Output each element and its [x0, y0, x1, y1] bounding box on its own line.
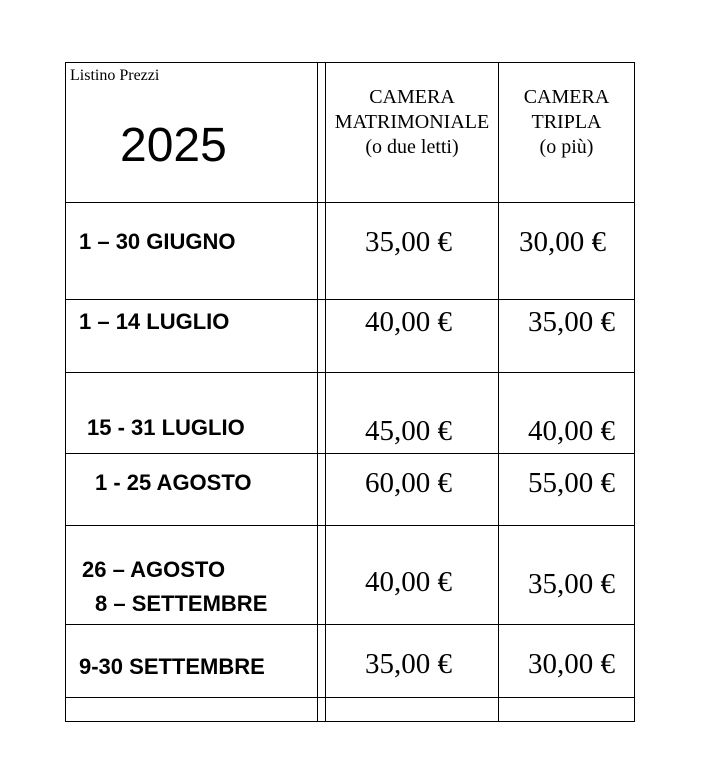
price-double: 35,00 €: [365, 226, 452, 258]
header-line: TRIPLA: [531, 111, 602, 133]
table-rule: [325, 62, 326, 722]
table-rule: [498, 62, 499, 722]
table-rule: [317, 62, 318, 722]
price-triple: 30,00 €: [519, 226, 606, 258]
period-label: 8 – SETTEMBRE: [95, 591, 268, 616]
period-label: 9-30 SETTEMBRE: [79, 654, 265, 679]
caption: Listino Prezzi: [70, 67, 160, 84]
price-triple: 55,00 €: [528, 467, 615, 499]
table-rule: [65, 202, 635, 203]
header-double-room: [326, 85, 498, 160]
price-double: 45,00 €: [365, 415, 452, 447]
table-rule: [65, 624, 635, 625]
table-rule: [65, 62, 66, 722]
price-triple: 30,00 €: [528, 648, 615, 680]
table-rule: [65, 372, 635, 373]
period-label: 26 – AGOSTO: [82, 557, 226, 582]
period-label: 1 – 14 LUGLIO: [79, 309, 230, 334]
header-line: MATRIMONIALE: [334, 111, 490, 133]
price-double: 40,00 €: [365, 306, 452, 338]
header-line: CAMERA: [369, 86, 455, 108]
price-double: 35,00 €: [365, 648, 452, 680]
price-double: 40,00 €: [365, 566, 452, 598]
table-rule: [65, 721, 635, 722]
year: 2025: [120, 119, 227, 172]
price-double: 60,00 €: [365, 467, 452, 499]
period-label: 15 - 31 LUGLIO: [87, 415, 245, 440]
header-line: CAMERA: [523, 86, 610, 108]
period-label: 1 - 25 AGOSTO: [95, 470, 252, 495]
price-triple: 35,00 €: [528, 568, 615, 600]
header-line: (o due letti): [365, 136, 459, 158]
header-triple-room: [499, 85, 634, 160]
table-rule: [65, 697, 635, 698]
header-line: (o più): [539, 136, 594, 158]
table-rule: [65, 62, 635, 63]
table-rule: [65, 525, 635, 526]
price-triple: 40,00 €: [528, 415, 615, 447]
table-rule: [634, 62, 635, 722]
table-rule: [65, 453, 635, 454]
price-triple: 35,00 €: [528, 306, 615, 338]
period-label: 1 – 30 GIUGNO: [79, 229, 236, 254]
table-rule: [65, 299, 635, 300]
